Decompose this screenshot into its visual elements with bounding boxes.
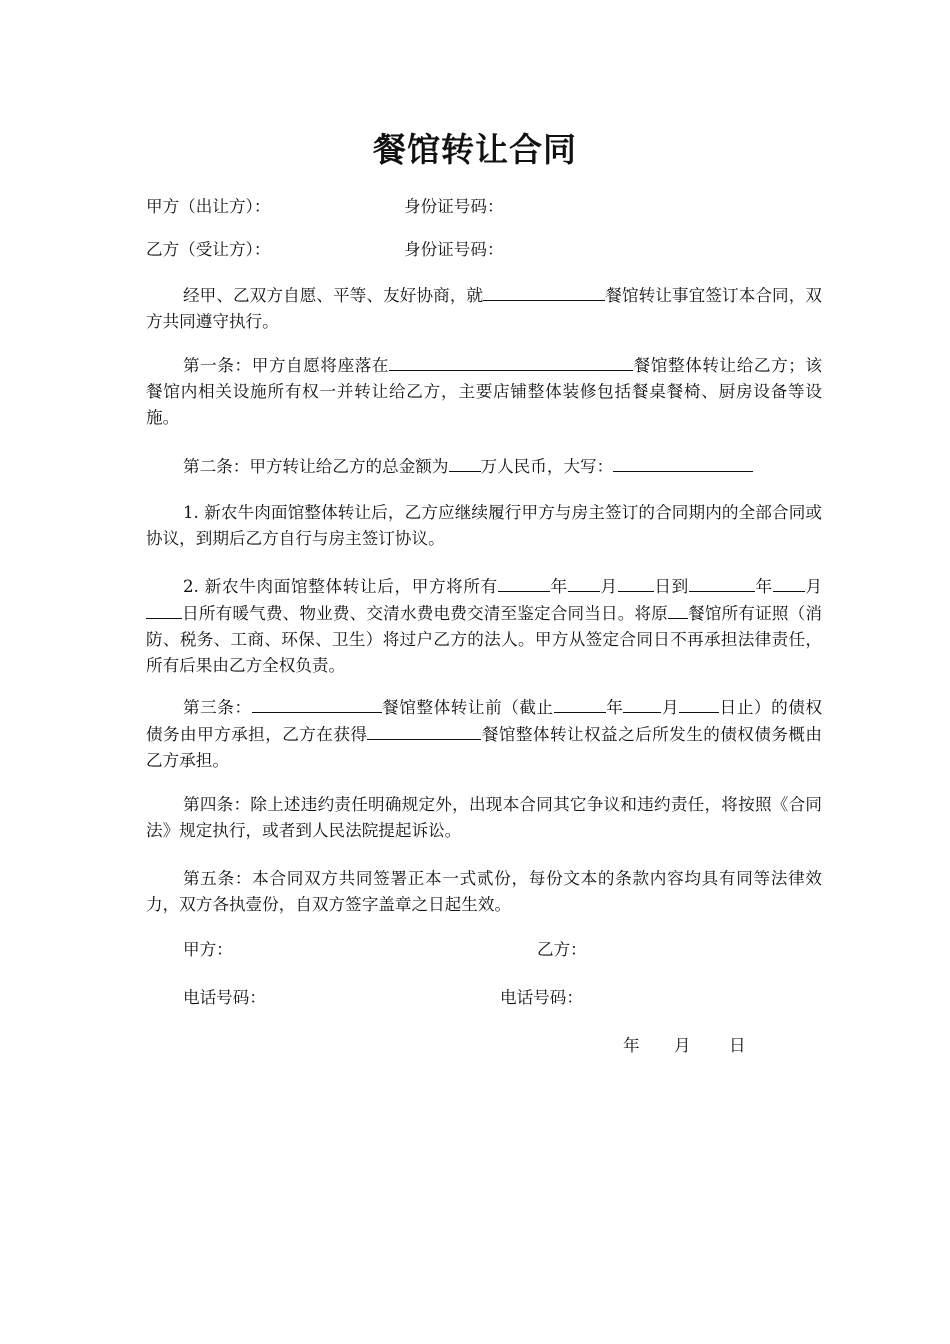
article-1 [146,352,822,431]
party-b-id-label: 身份证号码： [404,240,504,259]
month-label: 月 [804,577,823,596]
restaurant-blank [252,694,382,713]
day-to-label: 日到 [653,577,689,596]
article-4: 第四条：除上述违约责任明确规定外，出现本合同其它争议和违约责任，将按照《合同法》规定执行，或者到人民法院提起诉讼。 [146,795,822,840]
article-3-text-cont: 餐馆整体转让前（截止 [381,698,554,717]
item-2-text: 2. 新农牛肉面馆整体转让后，甲方将所有 [183,577,498,596]
article-2 [183,453,753,479]
date-year: 年 [623,1036,640,1055]
date-month: 月 [674,1036,691,1055]
article-5: 第五条：本合同双方共同签署正本一式贰份，每份文本的条款内容均具有同等法律效力，双方各执壹份，自双方签字盖章之日起生效。 [146,869,822,914]
year-label: 年 [549,577,568,596]
year-label: 年 [605,698,624,717]
party-a-label: 甲方（出让方）： [146,197,271,216]
party-a-id-label: 身份证号码： [404,197,504,216]
item-2 [146,573,822,679]
article-1-text: 第一条：甲方自愿将座落在 [183,356,390,375]
location-blank [389,352,633,371]
intro-paragraph [146,282,822,335]
acquired-restaurant-blank [367,721,481,740]
article-2-text: 第二条：甲方转让给乙方的总金额为 [183,457,449,476]
year-label: 年 [754,577,773,596]
cutoff-year-blank [554,694,606,713]
date-day: 日 [729,1036,746,1055]
month-label: 月 [661,698,680,717]
article-3-text-end: 餐馆整体转让权益之后所发生的债权债务概由乙方承担。 [146,725,823,770]
article-3-text-mid: 日止）的债权债务由甲方承担，乙方在获得 [146,698,823,744]
item-1: 1. 新农牛肉面馆整体转让后，乙方应继续履行甲方与房主签订的合同期内的全部合同或协议，到期后乙方自行与房主签订协议。 [146,503,822,548]
party-b-label: 乙方（受让方）： [146,240,271,259]
original-name-blank [668,600,688,619]
start-day-blank [618,573,654,592]
article-3-text: 第三条： [183,698,252,717]
amount-blank [449,453,481,472]
signature-party-b: 乙方： [537,940,587,959]
intro-text-cont: 餐馆转让事宜签订本合同，双方共同遵守执行。 [146,286,823,331]
amount-uppercase-blank [613,453,753,472]
article-2-text-cont: 万人民币，大写： [480,457,614,476]
start-year-blank [498,573,550,592]
start-month-blank [568,573,600,592]
document-title: 餐馆转让合同 [373,130,577,169]
article-3 [146,694,822,774]
phone-party-a: 电话号码： [183,988,266,1007]
end-month-blank [773,573,805,592]
end-day-blank [146,600,182,619]
phone-party-b: 电话号码： [500,988,583,1007]
end-year-blank [689,573,755,592]
item-2-text-cont: 日所有暖气费、物业费、交清水费电费交清至鉴定合同当日。将原 [182,604,668,623]
signature-party-a: 甲方： [183,940,233,959]
restaurant-name-blank [483,282,605,301]
item-2-text-end: 餐馆所有证照（消防、税务、工商、环保、卫生）将过户乙方的法人。甲方从签定合同日不再承担法律责任，所有后果由乙方全权负责。 [146,604,823,675]
month-label: 月 [599,577,618,596]
intro-text: 经甲、乙双方自愿、平等、友好协商，就 [183,286,484,305]
cutoff-day-blank [679,694,719,713]
article-1-text-cont: 餐馆整体转让给乙方；该餐馆内相关设施所有权一并转让给乙方，主要店铺整体装修包括餐桌餐椅、厨房设备等设施。 [146,356,823,427]
cutoff-month-blank [623,694,661,713]
